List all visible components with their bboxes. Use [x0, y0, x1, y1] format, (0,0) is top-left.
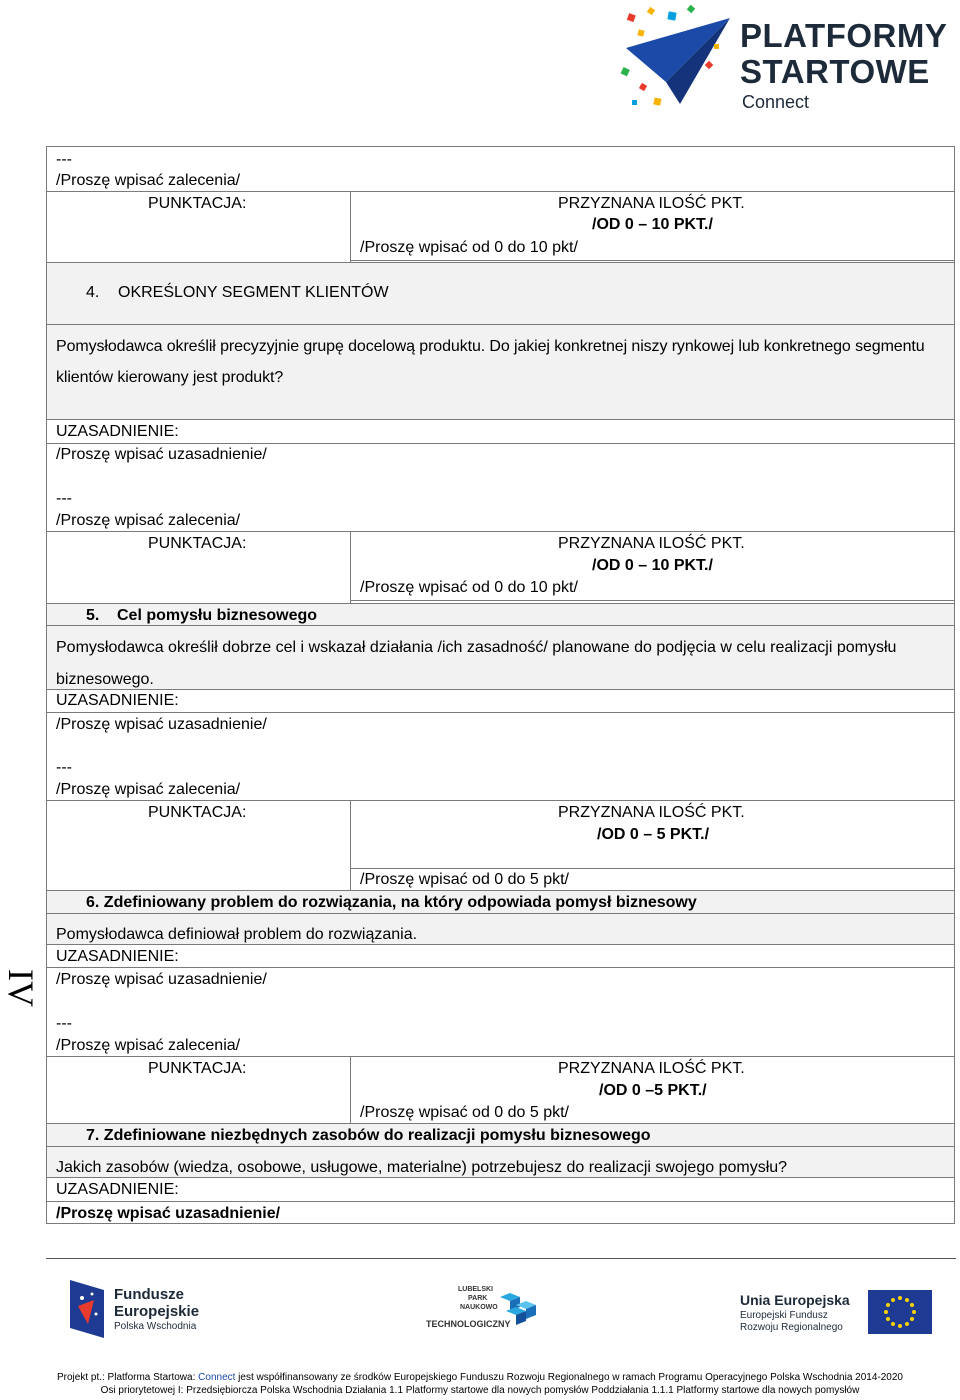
- recommend-prompt[interactable]: /Proszę wpisać zalecenia/: [56, 512, 241, 529]
- awarded-points-label: PRZYZNANA ILOŚĆ PKT.: [558, 195, 745, 212]
- footer-divider: [46, 1258, 956, 1259]
- justify-prompt[interactable]: /Proszę wpisać uzasadnienie/: [56, 446, 267, 463]
- section4-title: OKREŚLONY SEGMENT KLIENTÓW: [118, 284, 389, 301]
- section5-description-line1: Pomysłodawca określił dobrze cel i wskazał działania /ich zasadność/ planowane do podjęcia w celu realizacji pomysłu: [56, 639, 897, 656]
- recommend-prompt[interactable]: /Proszę wpisać zalecenia/: [56, 1037, 241, 1054]
- ue-line2: Europejski Fundusz: [740, 1310, 828, 1321]
- section4-description-line2: klientów kierowany jest produkt?: [56, 369, 284, 386]
- lp-line3: NAUKOWO: [460, 1304, 498, 1311]
- dash-separator: ---: [56, 759, 72, 776]
- fe-flag-icon: [70, 1280, 104, 1338]
- platformy-startowe-logo: [618, 4, 958, 116]
- awarded-points-label: PRZYZNANA ILOŚĆ PKT.: [558, 1060, 745, 1077]
- footer-line1: Projekt pt.: Platforma Startowa: Connect jest współfinansowany ze środków Europejskiego Funduszu Rozwoju Regionalnego w ramach Programu Operacyjnego Polska Wschodnia 2014-2020: [56, 1372, 903, 1383]
- section5-description-line2: biznesowego.: [56, 671, 154, 688]
- lp-cubes-icon: [496, 1291, 542, 1327]
- ue-line3: Rozwoju Regionalnego: [740, 1322, 843, 1333]
- points-entry[interactable]: /Proszę wpisać od 0 do 10 pkt/: [360, 579, 578, 596]
- section6-title: 6. Zdefiniowany problem do rozwiązania, na który odpowiada pomysł biznesowy: [86, 894, 697, 911]
- justify-label: UZASADNIENIE:: [56, 1181, 179, 1198]
- score-label: PUNKTACJA:: [148, 195, 247, 212]
- justify-label: UZASADNIENIE:: [56, 692, 179, 709]
- table-right-border: [954, 146, 955, 1224]
- points-range: /OD 0 –5 PKT./: [599, 1082, 707, 1099]
- points-entry[interactable]: /Proszę wpisać od 0 do 5 pkt/: [360, 871, 569, 888]
- justify-prompt[interactable]: /Proszę wpisać uzasadnienie/: [56, 1205, 281, 1222]
- points-entry[interactable]: /Proszę wpisać od 0 do 5 pkt/: [360, 1104, 569, 1121]
- unia-europejska-logo: [740, 1290, 940, 1340]
- justify-label: UZASADNIENIE:: [56, 423, 179, 440]
- section5-title: Cel pomysłu biznesowego: [117, 607, 318, 624]
- points-range: /OD 0 – 5 PKT./: [597, 826, 710, 843]
- lubelski-park-logo: [424, 1285, 544, 1337]
- fe-line3: Polska Wschodnia: [114, 1321, 197, 1332]
- section4-number: 4.: [86, 284, 100, 301]
- points-range: /OD 0 – 10 PKT./: [592, 216, 713, 233]
- logo-subtitle: Connect: [742, 92, 810, 112]
- points-range: /OD 0 – 10 PKT./: [592, 557, 713, 574]
- ue-line1: Unia Europejska: [740, 1292, 850, 1308]
- score-label: PUNKTACJA:: [148, 535, 247, 552]
- fundusze-europejskie-logo: [70, 1280, 210, 1340]
- recommend-prompt: /Proszę wpisać zalecenia/: [56, 172, 241, 189]
- fe-line1: Fundusze: [114, 1286, 184, 1303]
- section4-description-line1: Pomysłodawca określił precyzyjnie grupę docelową produktu. Do jakiej konkretnej niszy rynkowej lub konkretnego segmentu: [56, 338, 925, 355]
- score-label: PUNKTACJA:: [148, 1060, 247, 1077]
- eu-flag-icon: [868, 1290, 932, 1334]
- awarded-points-label: PRZYZNANA ILOŚĆ PKT.: [558, 804, 745, 821]
- lp-line1: LUBELSKI: [458, 1286, 493, 1293]
- connect-highlight: Connect: [198, 1372, 236, 1383]
- section5-number: 5.: [86, 607, 100, 624]
- logo-title-line2: STARTOWE: [740, 53, 930, 90]
- paper-plane-icon: [618, 4, 738, 114]
- section6-description: Pomysłodawca definiował problem do rozwiązania.: [56, 926, 418, 943]
- dash-separator: ---: [56, 1015, 72, 1032]
- lp-line2: PARK: [468, 1295, 488, 1302]
- logo-title-line1: PLATFORMY: [740, 17, 948, 54]
- lp-line4: TECHNOLOGICZNY: [426, 1319, 511, 1329]
- points-entry[interactable]: /Proszę wpisać od 0 do 10 pkt/: [360, 239, 578, 256]
- side-section-label: IV: [1, 969, 41, 1007]
- fe-line2: Europejskie: [114, 1303, 200, 1320]
- table-left-border: [46, 146, 47, 1224]
- justify-prompt[interactable]: /Proszę wpisać uzasadnienie/: [56, 971, 267, 988]
- recommend-prompt[interactable]: /Proszę wpisać zalecenia/: [56, 781, 241, 798]
- footer-line2: Osi priorytetowej I: Przedsiębiorcza Polska Wschodnia Działania 1.1 Platformy startowe dla nowych pomysłów Poddziałania 1.1.1 Platformy startowe dla nowych pomysłów: [100, 1385, 860, 1396]
- dash-separator: ---: [56, 490, 72, 507]
- justify-prompt[interactable]: /Proszę wpisać uzasadnienie/: [56, 716, 267, 733]
- section7-title: 7. Zdefiniowane niezbędnych zasobów do realizacji pomysłu biznesowego: [86, 1127, 651, 1144]
- dash-separator: ---: [56, 151, 72, 168]
- section7-description: Jakich zasobów (wiedza, osobowe, usługowe, materialne) potrzebujesz do realizacji swojego pomysłu?: [56, 1159, 788, 1176]
- score-label: PUNKTACJA:: [148, 804, 247, 821]
- awarded-points-label: PRZYZNANA ILOŚĆ PKT.: [558, 535, 745, 552]
- justify-label: UZASADNIENIE:: [56, 948, 179, 965]
